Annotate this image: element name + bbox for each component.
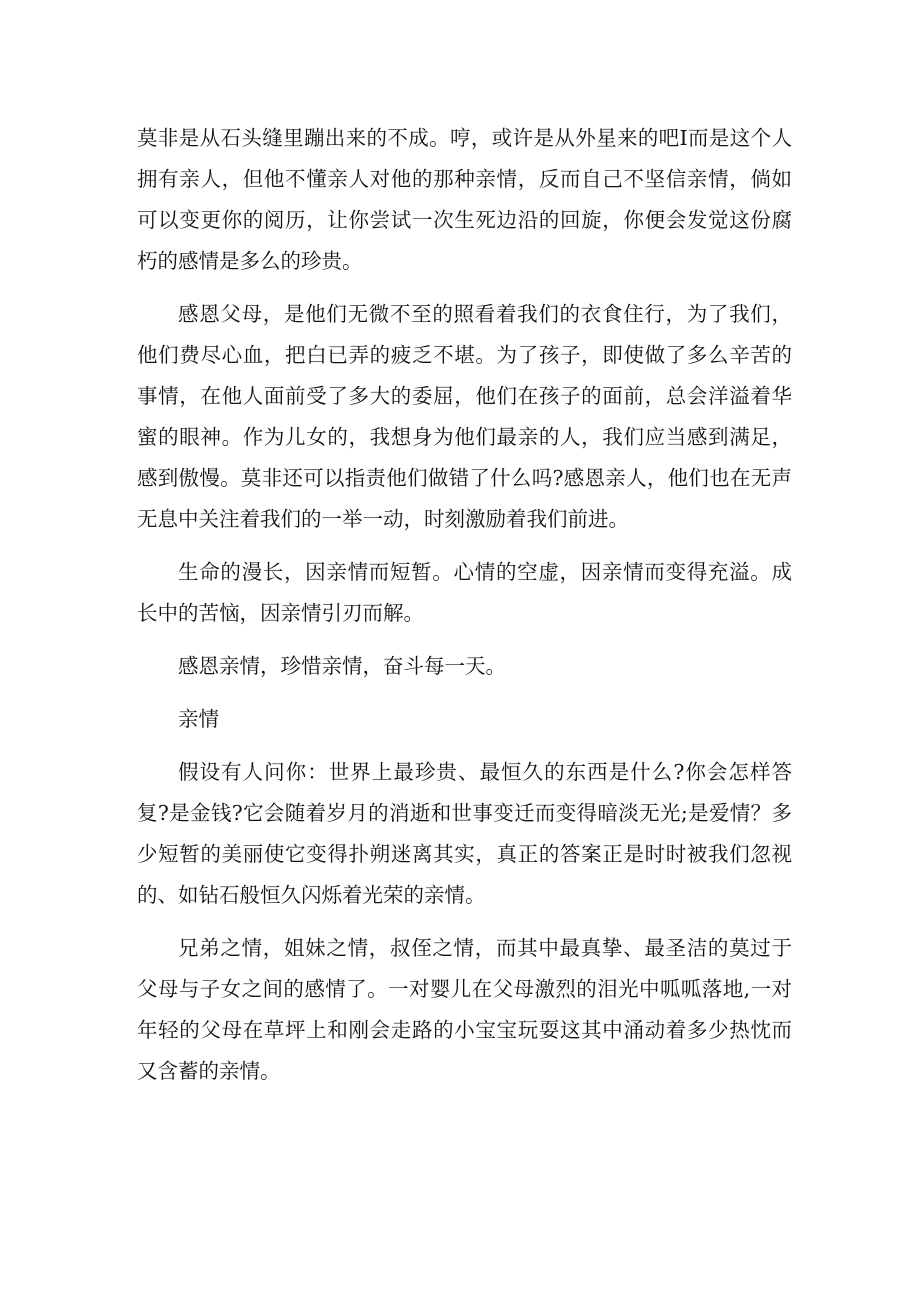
paragraph-6: 兄弟之情，姐妹之情，叔侄之情，而其中最真挚、最圣洁的莫过于父母与子女之间的感情了。一对婴儿在父母激烈的泪光中呱呱落地,一对年轻的父母在草坪上和刚会走路的小宝宝玩耍这其中涌动着多少热忱而又含蓄的亲情。 bbox=[137, 936, 792, 1083]
paragraph-2: 感恩父母，是他们无微不至的照看着我们的衣食住行，为了我们，他们费尽心血，把白已弄的疲乏不堪。为了孩子，即使做了多么辛苦的事情，在他人面前受了多大的委屈，他们在孩子的面前，总会洋溢着华蜜的眼神。作为儿女的，我想身为他们最亲的人，我们应当感到满足，感到傲慢。莫非还可以指责他们做错了什么吗?感恩亲人，他们也在无声无息中关注着我们的一举一动，时刻激励着我们前进。 bbox=[137, 302, 792, 531]
paragraph-3: 生命的漫长，因亲情而短暂。心情的空虚，因亲情而变得充溢。成长中的苦恼，因亲情引刃而解。 bbox=[137, 560, 792, 625]
document-body bbox=[137, 118, 792, 1092]
paragraph-4: 感恩亲情，珍惜亲情，奋斗每一天。 bbox=[178, 654, 506, 678]
paragraph-1: 莫非是从石头缝里蹦出来的不成。哼，或许是从外星来的吧Ⅰ而是这个人拥有亲人，但他不懂亲人对他的那种亲情，反而自己不坚信亲情，倘如可以变更你的阅历，让你尝试一次生死边沿的回旋，你便会发觉这份腐朽的感情是多么的珍贵。 bbox=[137, 126, 792, 273]
paragraph-5: 假设有人问你：世界上最珍贵、最恒久的东西是什么?你会怎样答复?是金钱?它会随着岁月的消逝和世事变迁而变得暗淡无光;是爱情？多少短暂的美丽使它变得扑朔迷离其实，真正的答案正是时时被我们忽视的、如钻石般恒久闪烁着光荣的亲情。 bbox=[137, 760, 792, 907]
section-heading: 亲情 bbox=[178, 707, 219, 731]
